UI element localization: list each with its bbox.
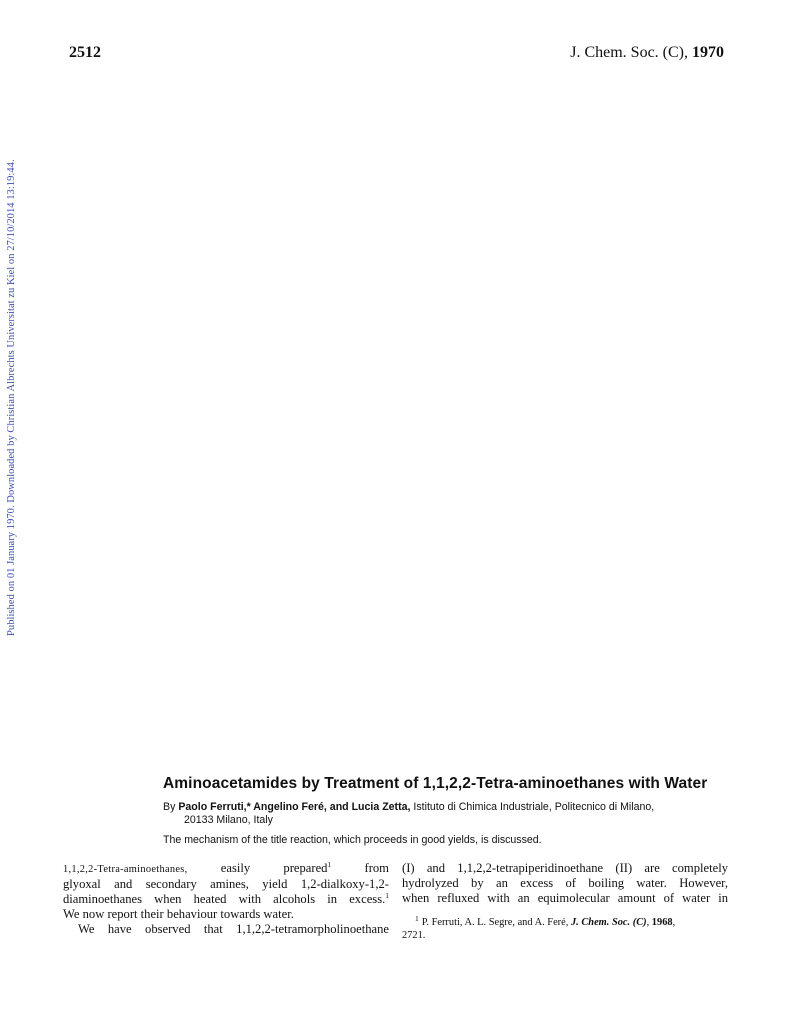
footnote-pages: 2721. — [402, 930, 426, 941]
lead-in-smallcaps: 1,1,2,2-Tetra-aminoethanes, — [63, 864, 188, 875]
body-line: hydrolyzed by an excess of boiling water. However, — [402, 876, 728, 890]
abstract: The mechanism of the title reaction, which proceeds in good yields, is discussed. — [163, 834, 542, 846]
body-column-right — [402, 861, 728, 942]
byline-prefix: By — [163, 801, 176, 813]
journal-reference — [570, 44, 724, 62]
page-number: 2512 — [69, 44, 101, 61]
footnote-year: 1968 — [651, 917, 673, 928]
body-column-left — [63, 861, 389, 937]
body-line: We have observed that 1,1,2,2-tetramorpholinoethane — [78, 922, 389, 936]
citation-marker[interactable]: 1 — [385, 890, 389, 900]
journal-name: J. Chem. Soc. (C), — [570, 44, 688, 61]
journal-year: 1970 — [692, 44, 724, 61]
body-line: We now report their behaviour towards water. — [63, 907, 294, 921]
footnote-number: 1 — [415, 913, 419, 923]
author-list: Paolo Ferruti,* Angelino Feré, and Lucia Zetta, — [178, 801, 411, 813]
download-notice-link[interactable]: Published on 01 January 1970. Downloaded by Christian Albrechts Universitat zu Kiel on 27/10/2014 13:19:44. — [6, 159, 17, 636]
footnote-journal: J. Chem. Soc. (C) — [570, 917, 647, 928]
footnote: $^1$ P. Ferruti, A. L. Segre, and A. Feré, J. Chem. Soc. (C), 1968, 2721. — [402, 913, 676, 941]
footnote-authors: P. Ferruti, A. L. Segre, and A. Feré, — [421, 917, 569, 928]
body-line: 1,1,2,2-Tetra-aminoethanes, easily prepared$^1$ from — [63, 859, 389, 875]
article-title: Aminoacetamides by Treatment of 1,1,2,2-Tetra-aminoethanes with Water — [163, 775, 708, 792]
citation-marker[interactable]: 1 — [327, 859, 332, 869]
body-line: when refluxed with an equimolecular amount of water in — [402, 891, 728, 905]
body-line: (I) and 1,1,2,2-tetrapiperidinoethane (II) are completely — [402, 861, 728, 875]
body-line: diaminoethanes when heated with alcohols in excess.$^1$ — [63, 890, 389, 906]
body-line: glyoxal and secondary amines, yield 1,2-dialkoxy-1,2- — [63, 877, 389, 891]
affiliation-line-2: 20133 Milano, Italy — [184, 814, 273, 826]
affiliation-line-1: Istituto di Chimica Industriale, Politecnico di Milano, — [413, 801, 655, 813]
byline — [163, 801, 729, 827]
